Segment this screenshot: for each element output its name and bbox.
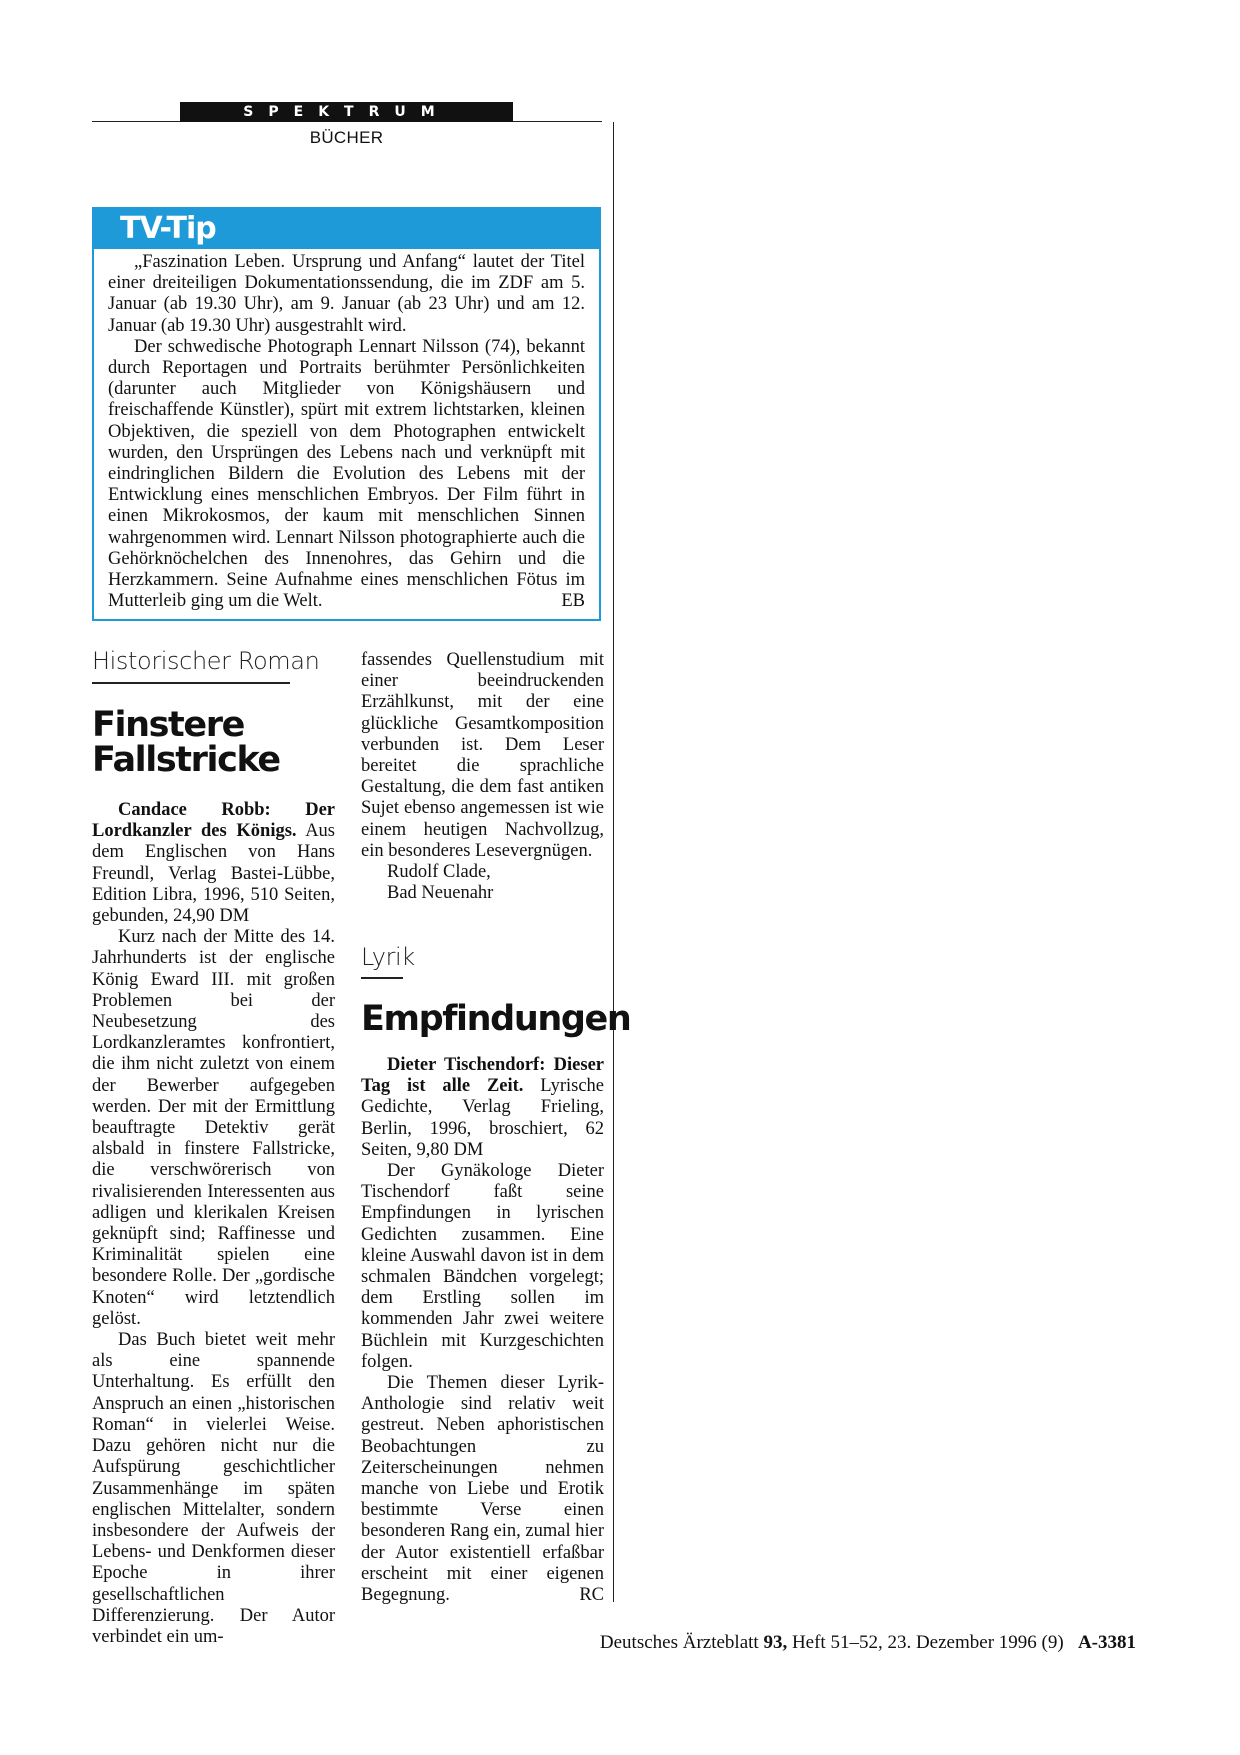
article1-headline-line1: Finstere	[92, 705, 244, 745]
article2-book-details: Lyrische Gedichte, Verlag Frieling, Berlin, 1996, broschiert, 62 Seiten, 9,80 DM	[361, 1076, 604, 1160]
article1-column2	[361, 650, 604, 904]
article2-book-info	[361, 1055, 604, 1161]
footer-page-number: A-3381	[1077, 1632, 1136, 1653]
article1-book-info	[92, 800, 335, 927]
tv-tip-paragraph: Der schwedische Photograph Lennart Nilsson (74), bekannt durch Reportagen und Portraits berühmter Persönlichkeiten (darunter auch Mitglieder von Königshäusern und freischaffende Künstler), spürt mit extrem lichtstarken, kleinen Objektiven, die speziell von dem Photographen entwickelt wurden, den Ursprüngen des Lebens nach und verknüpft mit eindringlichen Bildern die Evolution des Lebens mit der Entwicklung eines menschlichen Embryos. Der Film führt in einen Mikrokosmos, der kaum mit menschlichen Sinnen wahrgenommen wird. Lennart Nilsson photographierte auch die Gehörknöchelchen des Innenohres, das Gehirn und die Herzkammern. Seine Aufnahme eines menschlichen Fötus im Mutterleib ging um die Welt.	[108, 336, 585, 612]
column-divider	[613, 122, 614, 1602]
article2-column	[361, 1055, 604, 1606]
article2-paragraph	[361, 1373, 604, 1606]
article2-signature: RC	[579, 1585, 604, 1606]
article1-paragraph: Das Buch bietet weit mehr als eine spannende Unterhaltung. Es erfüllt den Anspruch an einen „historischen Roman“ in vielerlei Weise. Dazu gehören nicht nur die Aufspürung geschichtlicher Zusammenhänge im späten englischen Mittelalter, sondern insbesondere der Aufweis der Lebens- und Denkformen dieser Epoche in ihrer gesellschaftlichen Differenzierung. Der Autor verbindet ein um-	[92, 1330, 335, 1647]
article1-author-name: Rudolf Clade,	[387, 862, 491, 883]
tv-tip-box	[92, 207, 601, 621]
article1-author-place: Bad Neuenahr	[387, 883, 494, 904]
tv-tip-text	[108, 252, 585, 612]
article2-paragraph-text: Die Themen dieser Lyrik-Anthologie sind relativ weit gestreut. Neben aphoristischen Beobachtungen zu Zeiterscheinungen nehmen manche von Liebe und Erotik bestimmte Verse einen besonderen Rang ein, zumal hier der Autor existentiell erfaßbar erscheint mit einer eigenen Begegnung.	[361, 1373, 604, 1606]
subsection-label: BÜCHER	[309, 128, 384, 147]
article2-headline: Empfindungen	[361, 999, 631, 1039]
article2-book-title: Dieter Tischendorf: Dieser Tag ist alle Zeit.	[361, 1055, 604, 1097]
article1-headline-line2: Fallstricke	[92, 740, 280, 780]
tv-tip-paragraph: „Faszination Leben. Ursprung und Anfang“ lautet der Titel einer dreiteiligen Dokumentationssendung, die im ZDF am 5. Januar (ab 19.30 Uhr), am 9. Januar (ab 23 Uhr) und am 12. Januar (ab 19.30 Uhr) ausgestrahlt wird.	[108, 252, 585, 336]
article1-paragraph-continued: fassendes Quellenstudium mit einer beeindruckenden Erzählkunst, mit der eine glückliche Gesamtkomposition verbunden ist. Dem Leser bereitet die sprachliche Gestaltung, die dem fast antiken Sujet ebenso angemessen ist wie einem heutigen Nachvollzug, ein besonderes Lesevergnügen.	[361, 650, 604, 861]
article1-kicker: Historischer Roman	[92, 647, 320, 675]
article2-kicker-rule	[361, 977, 403, 979]
article1-book-details: Aus dem Englischen von Hans Freundl, Verlag Bastei-Lübbe, Edition Libra, 1996, 510 Seiten, gebunden, 24,90 DM	[92, 821, 336, 927]
footer-journal: Deutsches Ärzteblatt	[599, 1632, 759, 1653]
footer-volume: 93,	[763, 1632, 788, 1653]
article1-kicker-rule	[92, 682, 290, 684]
page-footer	[600, 1632, 1136, 1654]
tv-tip-signature: EB	[561, 591, 585, 611]
article2-paragraph: Der Gynäkologe Dieter Tischendorf faßt seine Empfindungen in lyrischen Gedichten zusammen. Eine kleine Auswahl davon ist in dem schmalen Bändchen vorgelegt; dem Erstling sollen im kommenden Jahr zwei weitere Büchlein mit Kurzgeschichten folgen.	[361, 1161, 604, 1372]
article1-book-title: Candace Robb: Der Lordkanzler des Königs.	[92, 800, 335, 842]
footer-issue: Heft 51–52, 23. Dezember 1996 (9)	[791, 1632, 1064, 1653]
article1-column1	[92, 800, 335, 1648]
tv-tip-title: TV-Tip	[94, 209, 599, 249]
article1-paragraph: Kurz nach der Mitte des 14. Jahrhunderts ist der englische König Eward III. mit großen Problemen bei der Neubesetzung des Lordkanzleramtes konfrontiert, die ihm nicht zuletzt von einem der Bewerber aufgegeben werden. Der mit der Ermittlung beauftragte Detektiv gerät alsbald in finstere Fallstricke, die verschwörerisch von rivalisierenden Interessenten aus adligen und klerikalen Kreisen geknüpft sind; Raffinesse und Kriminalität spielen eine besondere Rolle. Der „gordische Knoten“ wird letztendlich gelöst.	[92, 927, 335, 1329]
section-bar: SPEKTRUM	[180, 102, 513, 122]
article2-kicker: Lyrik	[361, 943, 415, 971]
